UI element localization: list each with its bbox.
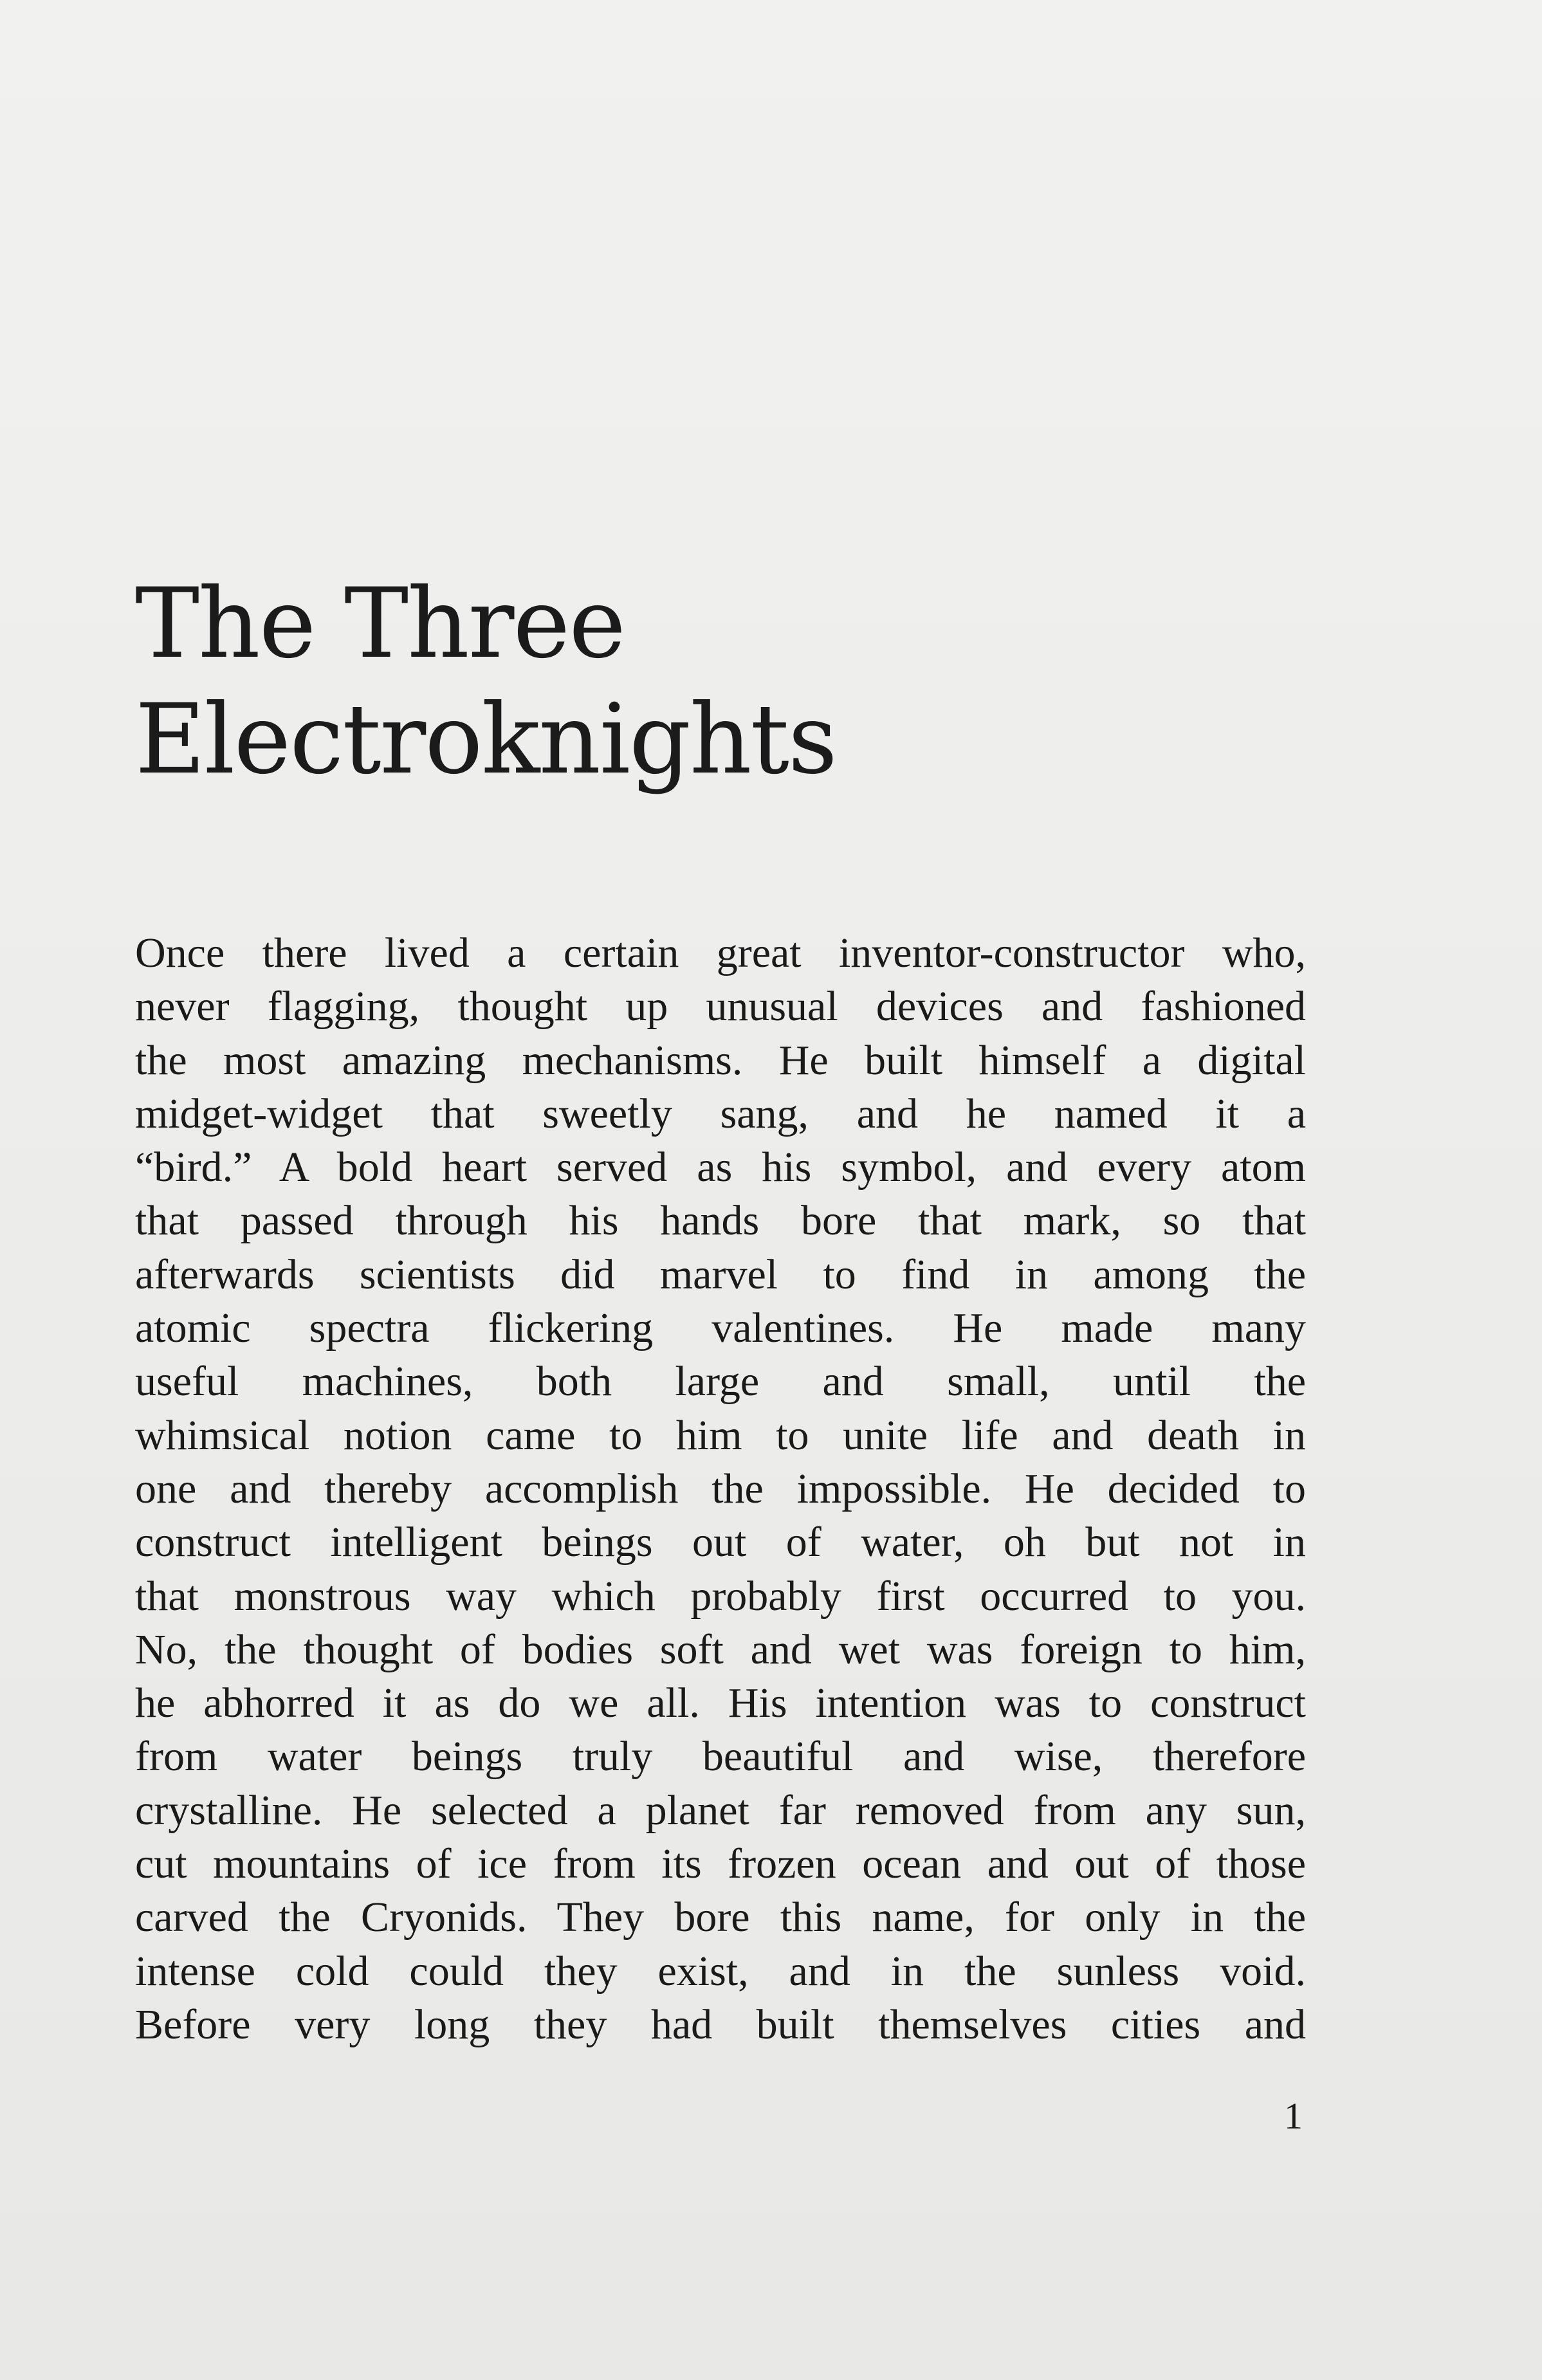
text-line: never flagging, thought up unusual devices and fashioned	[135, 983, 1306, 1030]
text-line: useful machines, both large and small, until the	[135, 1358, 1306, 1405]
chapter-title-line-1: The Three	[135, 568, 625, 680]
body-paragraph	[135, 926, 1306, 2051]
text-line: Before very long they had built themselves cities and	[135, 2000, 1306, 2048]
text-line: atomic spectra flickering valentines. He made many	[135, 1304, 1306, 1352]
text-line: that passed through his hands bore that mark, so that	[135, 1197, 1306, 1245]
text-line: No, the thought of bodies soft and wet was foreign to him,	[135, 1625, 1306, 1673]
text-line: he abhorred it as do we all. His intention was to construct	[135, 1680, 1306, 1727]
text-line: carved the Cryonids. They bore this name, for only in the	[135, 1894, 1306, 1941]
text-line: one and thereby accomplish the impossible. He decided to	[135, 1465, 1306, 1512]
text-line: that monstrous way which probably first occurred to you.	[135, 1572, 1306, 1620]
text-line: construct intelligent beings out of water, oh but not in	[135, 1519, 1306, 1566]
text-line: whimsical notion came to him to unite life and death in	[135, 1411, 1306, 1459]
text-line: midget-widget that sweetly sang, and he named it a	[135, 1090, 1306, 1137]
text-line: from water beings truly beautiful and wise, therefore	[135, 1733, 1306, 1780]
text-line: the most amazing mechanisms. He built himself a digital	[135, 1036, 1306, 1084]
chapter-title	[135, 566, 836, 798]
text-line: afterwards scientists did marvel to find in among the	[135, 1250, 1306, 1298]
text-line: intense cold could they exist, and in the sunless void.	[135, 1947, 1306, 1995]
text-line: “bird.” A bold heart served as his symbol, and every atom	[135, 1144, 1306, 1191]
text-line: Once there lived a certain great inventor-constructor who,	[135, 929, 1306, 976]
page-number: 1	[1284, 2095, 1303, 2137]
text-line: crystalline. He selected a planet far removed from any sun,	[135, 1786, 1306, 1834]
text-line: cut mountains of ice from its frozen ocean and out of those	[135, 1840, 1306, 1888]
chapter-title-line-2: Electroknights	[135, 684, 836, 796]
